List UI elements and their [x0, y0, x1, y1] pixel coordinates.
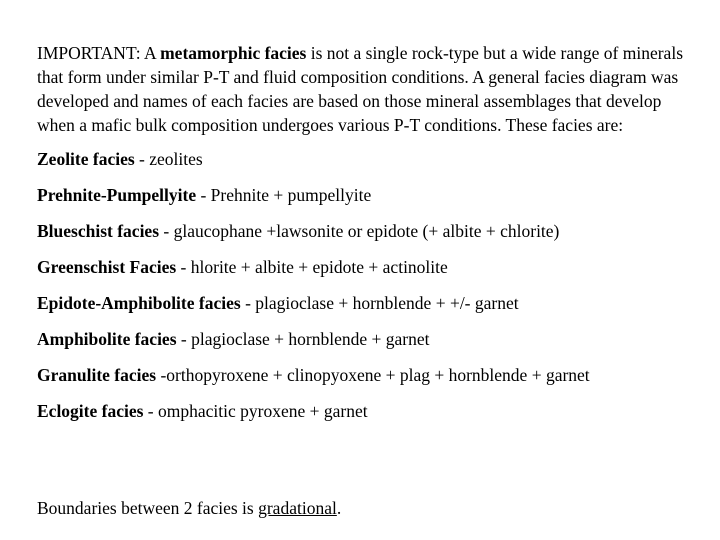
footer-note — [37, 496, 341, 520]
facies-item-granulite — [37, 363, 697, 399]
facies-item-zeolite — [37, 147, 697, 183]
intro-paragraph — [37, 41, 697, 137]
facies-name: Greenschist Facies — [37, 257, 177, 277]
facies-name: Zeolite facies — [37, 149, 135, 169]
slide-content — [37, 41, 697, 435]
facies-item-greenschist — [37, 255, 697, 291]
facies-item-prehnite-pumpellyite — [37, 183, 697, 219]
facies-item-eclogite — [37, 399, 697, 435]
facies-minerals: - zeolites — [134, 149, 203, 169]
facies-name: Eclogite facies — [37, 401, 144, 421]
facies-minerals: - plagioclase + hornblende + garnet — [176, 329, 430, 349]
intro-lead: IMPORTANT: A — [37, 43, 161, 63]
facies-item-amphibolite — [37, 327, 697, 363]
facies-name: Prehnite-Pumpellyite — [37, 185, 197, 205]
facies-minerals: - hlorite + albite + epidote + actinolite — [176, 257, 448, 277]
facies-item-epidote-amphibolite — [37, 291, 697, 327]
intro-term: metamorphic facies — [160, 43, 307, 63]
footer-end: . — [336, 498, 342, 518]
facies-minerals: - plagioclase + hornblende + +/- garnet — [240, 293, 519, 313]
facies-name: Amphibolite facies — [37, 329, 177, 349]
facies-minerals: - Prehnite + pumpellyite — [196, 185, 372, 205]
facies-minerals: - omphacitic pyroxene + garnet — [143, 401, 368, 421]
facies-item-blueschist — [37, 219, 697, 255]
intro-rest: is not a single rock-type but a wide range of minerals that form under similar P-T and fluid composition conditions. A general facies diagram was developed and names of each facies are based on those mineral assemblages that develop when a mafic bulk composition undergoes various P-T conditions. These facies are: — [37, 43, 684, 135]
facies-minerals: -orthopyroxene + clinopyoxene + plag + hornblende + garnet — [156, 365, 590, 385]
facies-list — [37, 147, 697, 435]
facies-name: Blueschist facies — [37, 221, 160, 241]
footer-emphasis: gradational — [258, 498, 337, 518]
facies-name: Epidote-Amphibolite facies — [37, 293, 241, 313]
facies-name: Granulite facies — [37, 365, 157, 385]
footer-lead: Boundaries between 2 facies is — [37, 498, 259, 518]
facies-minerals: - glaucophane +lawsonite or epidote (+ albite + chlorite) — [159, 221, 560, 241]
